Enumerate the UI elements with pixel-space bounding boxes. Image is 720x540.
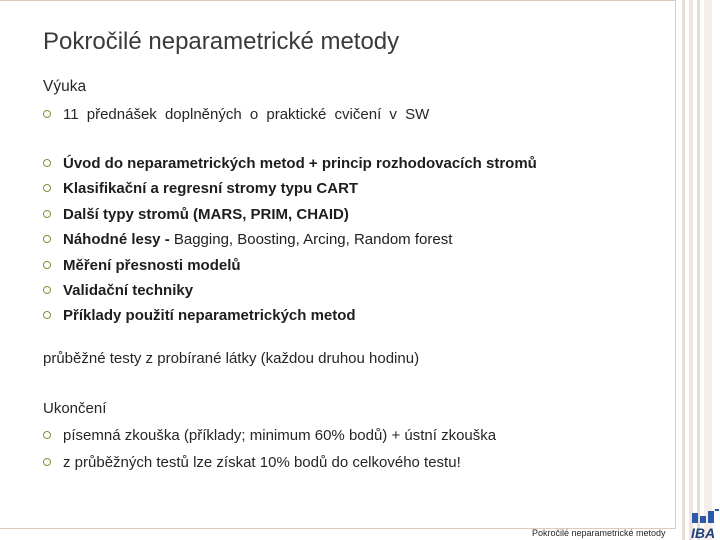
section-heading-vyuka: Výuka <box>43 78 87 95</box>
bullet-icon <box>43 458 51 466</box>
list-item <box>43 452 461 472</box>
list-item <box>43 153 537 173</box>
footer-text: Pokročilé neparametrické metody <box>532 528 666 538</box>
bullet-icon <box>43 184 51 192</box>
progress-tests-note: průběžné testy z probírané látky (každou druhou hodinu) <box>43 350 420 367</box>
list-item-text-normal: Bagging, Boosting, Arcing, Random forest <box>173 230 453 248</box>
list-item <box>43 104 429 124</box>
decorative-stripe <box>682 0 685 540</box>
list-item-text: z průběžných testů lze získat 10% bodů do celkového testu! <box>63 453 461 471</box>
list-item <box>43 204 349 224</box>
list-item <box>43 178 358 198</box>
list-item-text-bold: Náhodné lesy - <box>63 230 174 248</box>
decorative-stripe <box>704 0 712 540</box>
decorative-stripe <box>689 0 693 540</box>
list-item <box>43 229 452 249</box>
list-item-text: Další typy stromů (MARS, PRIM, CHAID) <box>63 205 349 223</box>
list-item <box>43 255 241 275</box>
list-item-text: 11 přednášek doplněných o praktické cvičení v SW <box>63 105 430 123</box>
section-heading-ukonceni: Ukončení <box>43 400 107 417</box>
slide-title: Pokročilé neparametrické metody <box>43 28 400 55</box>
svg-text:IBA: IBA <box>691 525 716 540</box>
bullet-icon <box>43 286 51 294</box>
iba-logo-icon <box>689 508 720 540</box>
bullet-icon <box>43 110 51 118</box>
list-item-text: Úvod do neparametrických metod + princip rozhodovacích stromů <box>63 154 537 172</box>
list-item <box>43 280 193 300</box>
list-item <box>43 425 496 445</box>
bullet-icon <box>43 210 51 218</box>
list-item <box>43 305 356 325</box>
list-item-text <box>63 231 452 248</box>
list-item-text: Měření přesnosti modelů <box>63 256 241 274</box>
bullet-icon <box>43 159 51 167</box>
bullet-icon <box>43 261 51 269</box>
list-item-text: písemná zkouška (příklady; minimum 60% bodů) + ústní zkouška <box>63 426 497 444</box>
list-item-text: Klasifikační a regresní stromy typu CART <box>63 179 359 197</box>
decorative-stripe <box>697 0 700 540</box>
bullet-icon <box>43 235 51 243</box>
list-item-text: Validační techniky <box>63 281 194 299</box>
list-item-text: Příklady použití neparametrických metod <box>63 306 356 324</box>
bullet-icon <box>43 431 51 439</box>
bullet-icon <box>43 311 51 319</box>
